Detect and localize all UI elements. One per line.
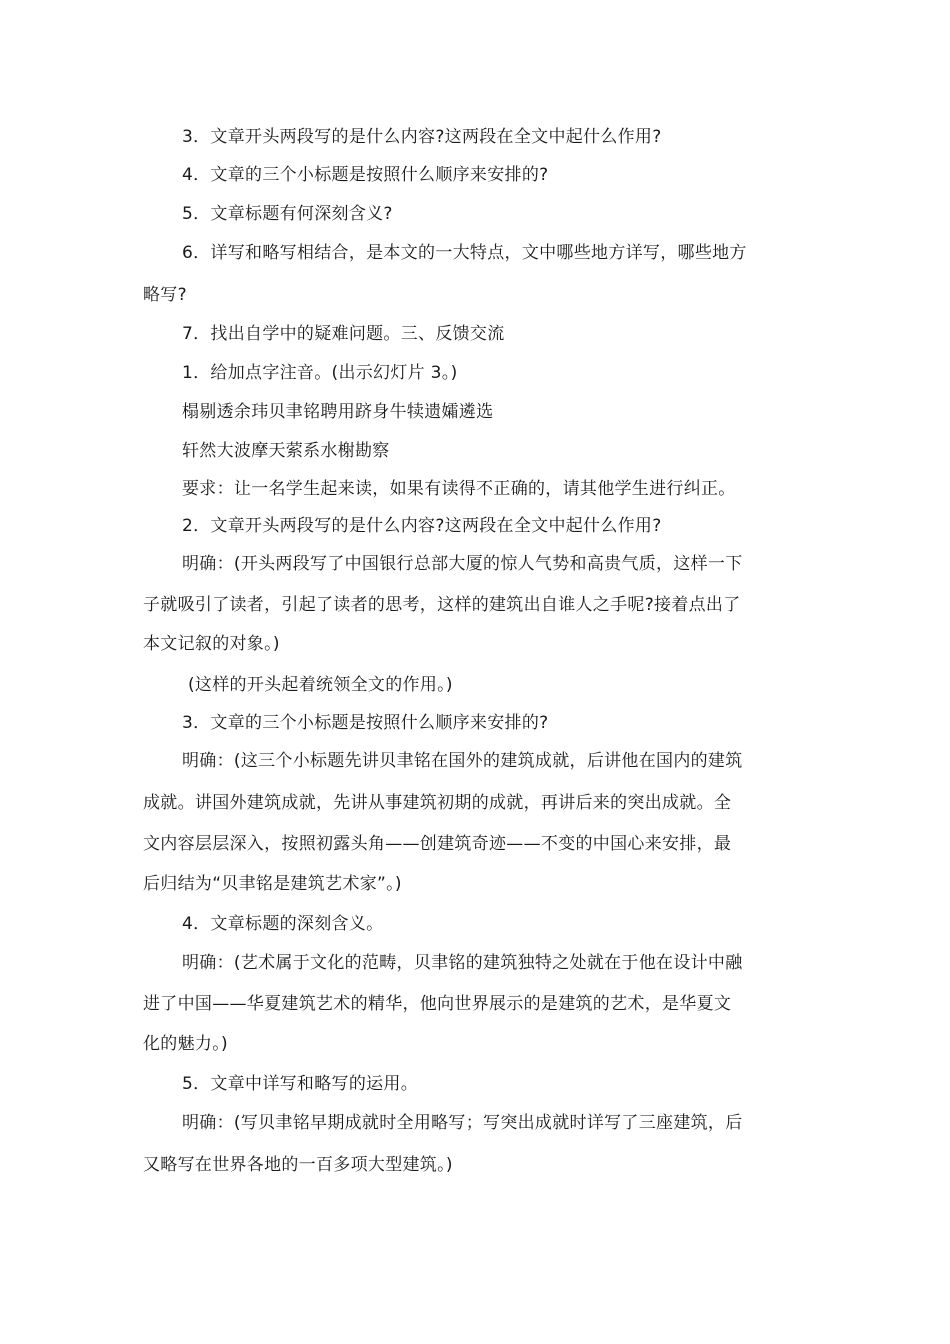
feedback-item-4-line: 4．文章标题的深刻含义。 xyxy=(182,914,384,934)
answer-3-line-3: 文内容层层深入，按照初露头角——创建筑奇迹——不变的中国心来安排，最 xyxy=(143,834,732,854)
question-7-line: 7．找出自学中的疑难问题。三、反馈交流 xyxy=(182,324,505,344)
feedback-item-2-line: 2．文章开头两段写的是什么内容?这两段在全文中起什么作用? xyxy=(182,516,662,536)
answer-4-line-1: 明确：(艺术属于文化的范畴，贝聿铭的建筑独特之处就在于他在设计中融 xyxy=(182,953,743,973)
answer-2-line-3: 本文记叙的对象。) xyxy=(143,634,280,654)
feedback-item-3-line: 3．文章的三个小标题是按照什么顺序来安排的? xyxy=(182,713,549,733)
requirement-line: 要求：让一名学生起来读，如果有读得不正确的，请其他学生进行纠正。 xyxy=(182,479,736,499)
answer-3-line-2: 成就。讲国外建筑成就，先讲从事建筑初期的成就，再讲后来的突出成就。全 xyxy=(143,793,732,813)
question-4-line: 4．文章的三个小标题是按照什么顺序来安排的? xyxy=(182,165,549,185)
answer-2-line-1: 明确：(开头两段写了中国银行总部大厦的惊人气势和高贵气质，这样一下 xyxy=(182,554,743,574)
answer-4-line-2: 进了中国——华夏建筑艺术的精华，他向世界展示的是建筑的艺术，是华夏文 xyxy=(143,994,732,1014)
answer-5-line-1: 明确：(写贝聿铭早期成就时全用略写；写突出成就时详写了三座建筑，后 xyxy=(182,1113,743,1133)
question-5-line: 5．文章标题有何深刻含义? xyxy=(182,204,393,224)
feedback-item-1-line: 1．给加点字注音。(出示幻灯片 3。) xyxy=(182,363,458,383)
question-3-line: 3．文章开头两段写的是什么内容?这两段在全文中起什么作用? xyxy=(182,127,662,147)
question-6-line: 6．详写和略写相结合，是本文的一大特点，文中哪些地方详写，哪些地方 xyxy=(182,243,747,263)
answer-5-line-2: 又略写在世界各地的一百多项大型建筑。) xyxy=(143,1155,453,1175)
answer-2-note: (这样的开头起着统领全文的作用。) xyxy=(188,675,453,695)
question-6-continuation: 略写? xyxy=(143,285,187,305)
answer-2-line-2: 子就吸引了读者，引起了读者的思考，这样的建筑出自谁人之手呢?接着点出了 xyxy=(143,595,741,615)
pronunciation-words-line-1: 榻剔透余玮贝聿铭聘用跻身牛犊遗孀遴选 xyxy=(182,402,494,422)
pronunciation-words-line-2: 轩然大波摩天萦系水榭勘察 xyxy=(182,441,390,461)
answer-3-line-4: 后归结为“贝聿铭是建筑艺术家”。) xyxy=(143,874,402,894)
feedback-item-5-line: 5．文章中详写和略写的运用。 xyxy=(182,1074,419,1094)
answer-4-line-3: 化的魅力。) xyxy=(143,1034,228,1054)
answer-3-line-1: 明确：(这三个小标题先讲贝聿铭在国外的建筑成就，后讲他在国内的建筑 xyxy=(182,751,743,771)
